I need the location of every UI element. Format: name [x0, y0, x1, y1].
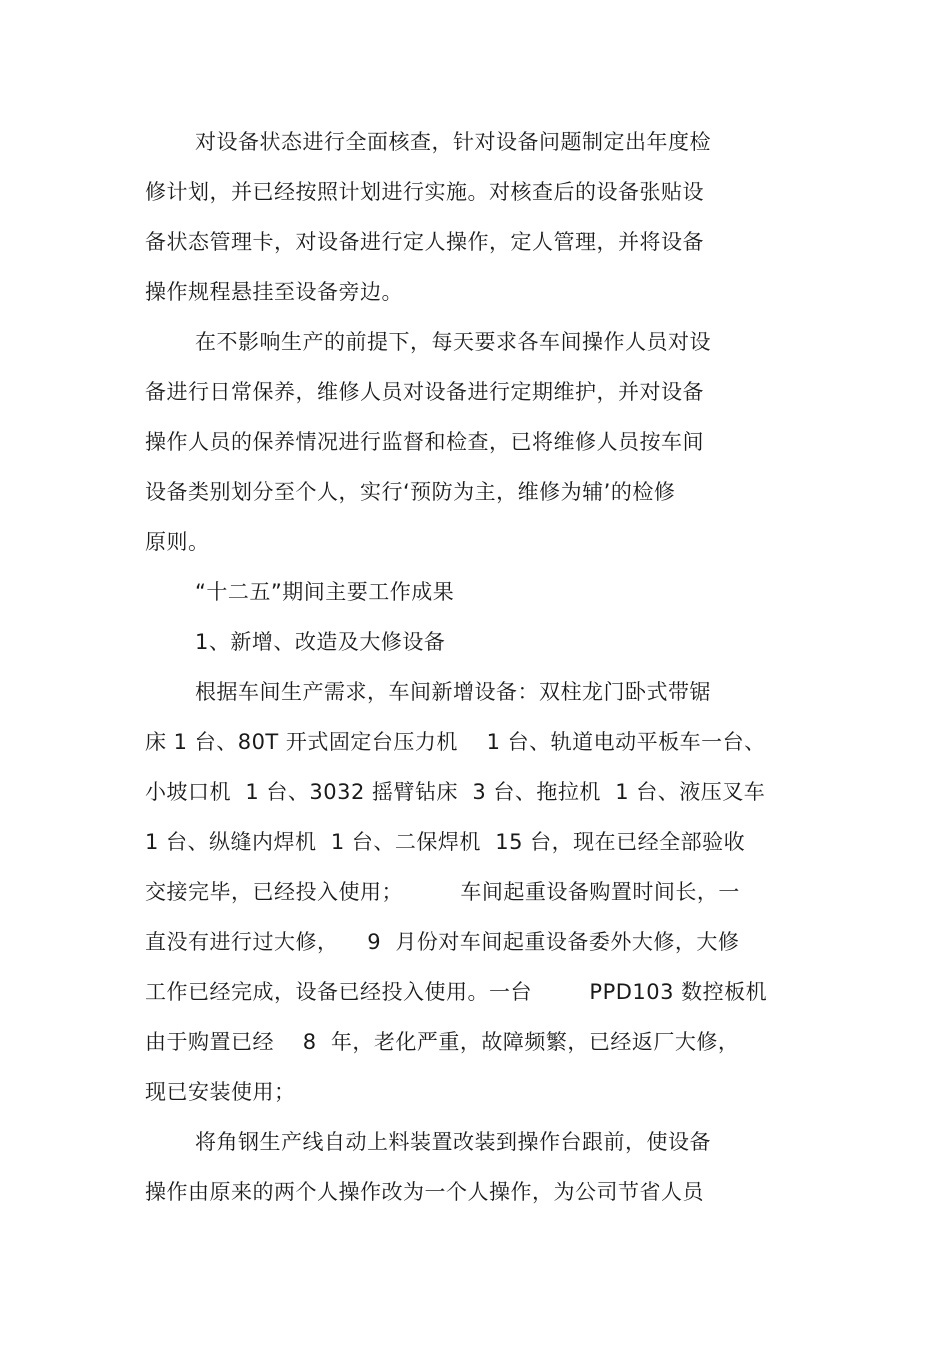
paragraph-line: 设备类别划分至个人，实行‘预防为主，维修为辅’的检修: [145, 480, 676, 504]
section-heading: “十二五”期间主要工作成果: [195, 580, 455, 604]
paragraph-line: 修计划，并已经按照计划进行实施。对核查后的设备张贴设: [145, 180, 704, 204]
paragraph-line: 工作已经完成，设备已经投入使用。一台 PPD103 数控板机: [145, 980, 768, 1004]
paragraph-line: 对设备状态进行全面核查，针对设备问题制定出年度检: [195, 130, 711, 154]
paragraph-line: 将角钢生产线自动上料装置改装到操作台跟前，使设备: [195, 1130, 711, 1154]
paragraph-line: 操作规程悬挂至设备旁边。: [145, 280, 403, 304]
paragraph-line: 在不影响生产的前提下，每天要求各车间操作人员对设: [195, 330, 711, 354]
paragraph-line: 原则。: [145, 530, 210, 554]
paragraph-line: 直没有进行过大修， 9 月份对车间起重设备委外大修，大修: [145, 930, 740, 954]
paragraph-line: 备进行日常保养，维修人员对设备进行定期维护，并对设备: [145, 380, 704, 404]
paragraph-line: 小坡口机 1 台、3032 摇臂钻床 3 台、拖拉机 1 台、液压叉车: [145, 780, 766, 804]
paragraph-line: 操作由原来的两个人操作改为一个人操作，为公司节省人员: [145, 1180, 704, 1204]
paragraph-line: 床 1 台、80T 开式固定台压力机 1 台、轨道电动平板车一台、: [145, 730, 766, 754]
paragraph-line: 1 台、纵缝内焊机 1 台、二保焊机 15 台，现在已经全部验收: [145, 830, 746, 854]
paragraph-line: 现已安装使用；: [145, 1080, 296, 1104]
paragraph-line: 交接完毕，已经投入使用； 车间起重设备购置时间长，一: [145, 880, 740, 904]
paragraph-line: 操作人员的保养情况进行监督和检查，已将维修人员按车间: [145, 430, 704, 454]
paragraph-line: 备状态管理卡，对设备进行定人操作，定人管理，并将设备: [145, 230, 704, 254]
paragraph-line: 根据车间生产需求，车间新增设备：双柱龙门卧式带锯: [195, 680, 711, 704]
subsection-heading: 1、新增、改造及大修设备: [195, 630, 446, 654]
paragraph-line: 由于购置已经 8 年，老化严重，故障频繁，已经返厂大修，: [145, 1030, 740, 1054]
